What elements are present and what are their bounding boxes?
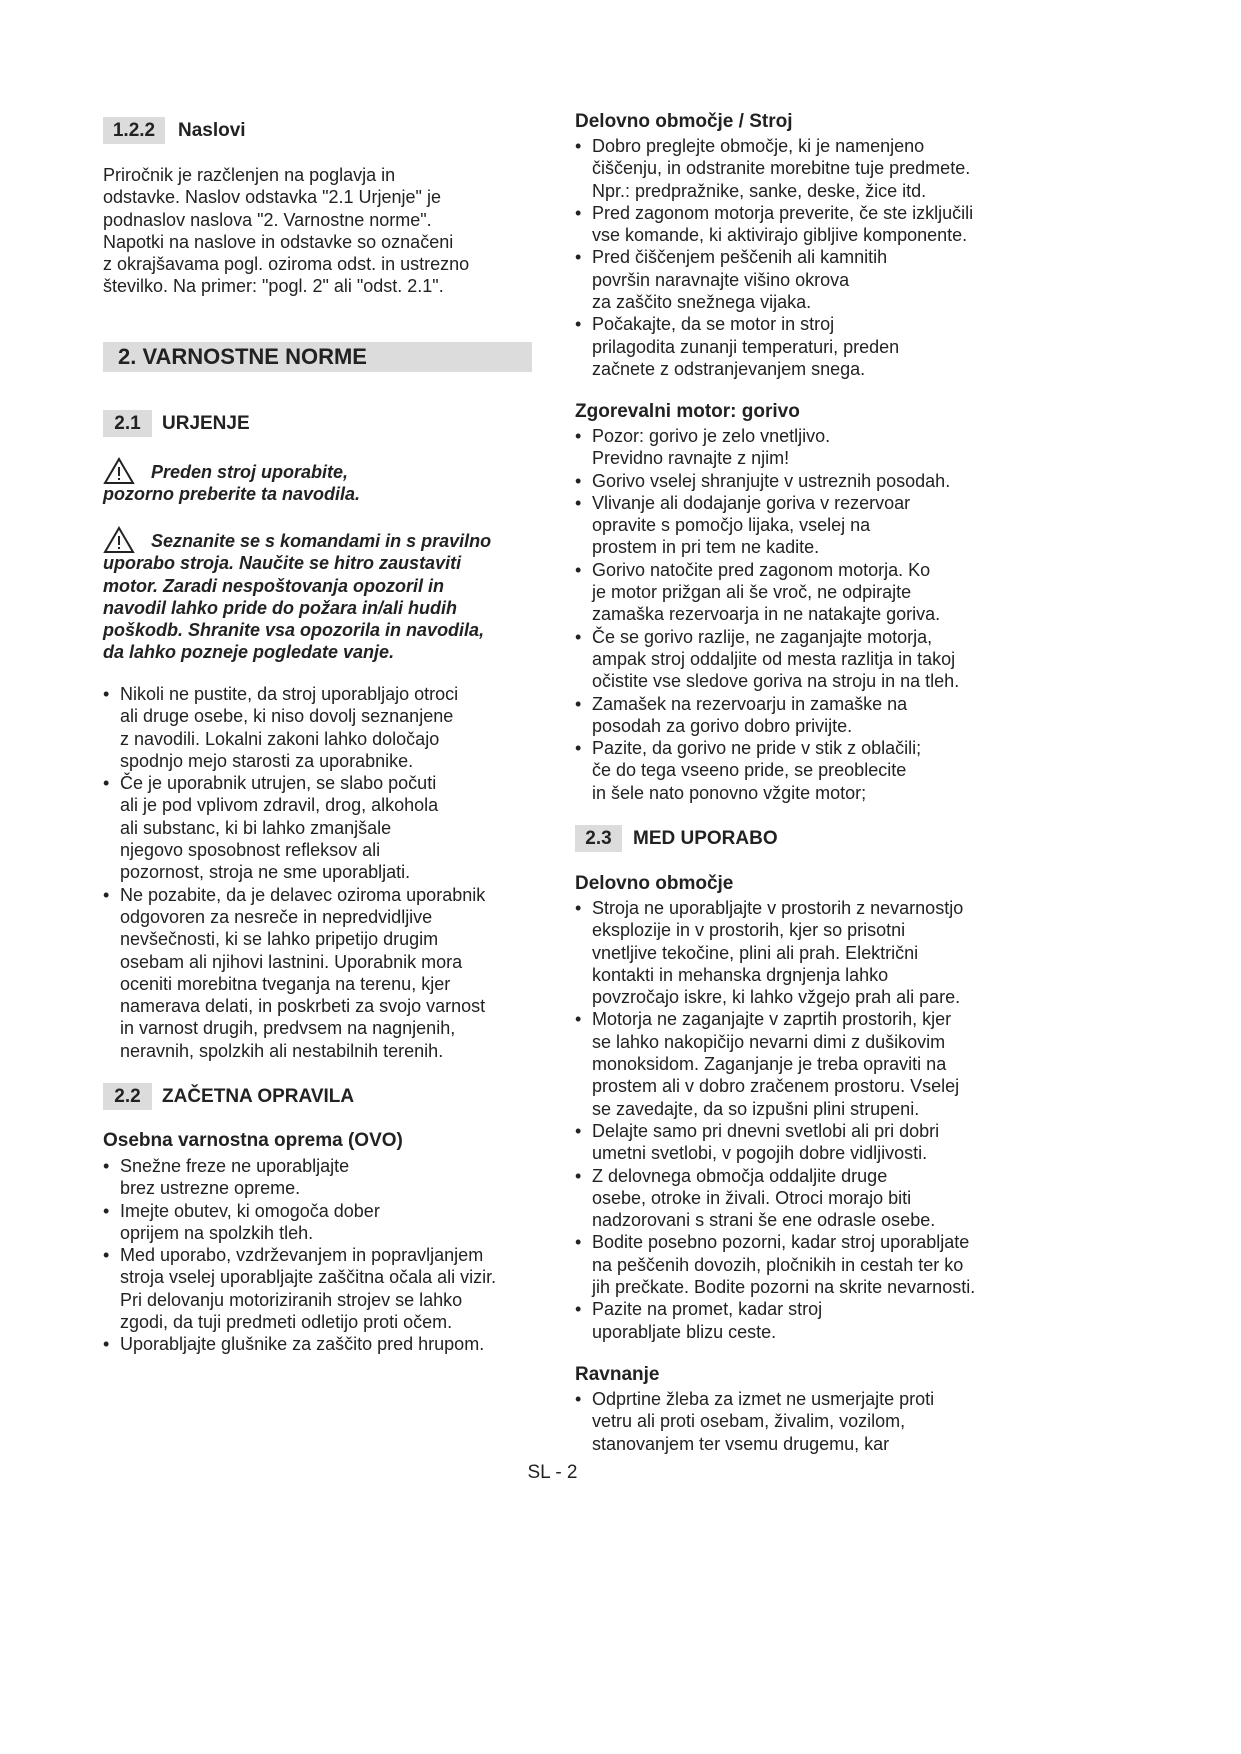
- section-title-zacetna-opravila: ZAČETNA OPRAVILA: [162, 1086, 355, 1107]
- work-area-machine-list: [575, 135, 1025, 380]
- work-area-machine-heading: Delovno območje / Stroj: [575, 111, 793, 132]
- bullet-icon: •: [575, 1165, 582, 1186]
- bullet-icon: •: [575, 693, 582, 714]
- list-item: [575, 737, 1025, 804]
- list-item: [575, 559, 1025, 626]
- text-line: ali substanc, ki bi lahko zmanjšale: [120, 817, 392, 838]
- text-line: se lahko nakopičijo nevarni dimi z dušikovim: [592, 1031, 946, 1052]
- text-line: Priročnik je razčlenjen na poglavja in: [103, 165, 396, 185]
- list-item: [575, 1298, 1025, 1343]
- text-line: osebam ali njihovi lastnini. Uporabnik mora: [120, 951, 463, 972]
- list-item: [575, 693, 1025, 738]
- bullet-icon: •: [575, 1009, 582, 1030]
- ppe-bullet-list: [103, 1155, 543, 1356]
- text-line: z navodili. Lokalni zakoni lahko določajo: [120, 728, 440, 749]
- list-item-text: [103, 772, 533, 883]
- text-line: Pred zagonom motorja preverite, če ste izključili: [592, 202, 974, 223]
- bullet-icon: •: [575, 559, 582, 580]
- text-line: Delajte samo pri dnevni svetlobi ali pri dobri: [592, 1120, 940, 1141]
- text-line: vetru ali proti osebam, živalim, vozilom,: [592, 1411, 906, 1432]
- list-item: [575, 1008, 1025, 1119]
- list-item: [575, 425, 1025, 470]
- warning-read-manual: [103, 461, 360, 506]
- list-item: [103, 1155, 543, 1200]
- text-line: jih prečkate. Bodite pozorni na skrite nevarnosti.: [592, 1277, 976, 1298]
- chapter-title: 2. VARNOSTNE NORME: [103, 342, 532, 372]
- list-item: [103, 772, 533, 883]
- text-line: namerava delati, in poskrbeti za svojo varnost: [120, 996, 486, 1017]
- text-line: Bodite posebno pozorni, kadar stroj uporabljate: [592, 1232, 970, 1253]
- handling-heading: Ravnanje: [575, 1364, 660, 1385]
- text-line: Če se gorivo razlije, ne zaganjajte motorja,: [592, 626, 933, 647]
- fuel-heading: Zgorevalni motor: gorivo: [575, 401, 800, 422]
- text-line: pozorno preberite ta navodila.: [103, 484, 361, 505]
- list-item-text: [103, 1155, 543, 1200]
- list-item-text: [575, 1388, 1025, 1455]
- text-line: prostem in pri tem ne kadite.: [592, 537, 820, 558]
- bullet-icon: •: [575, 314, 582, 335]
- text-line: začnete z odstranjevanjem snega.: [592, 358, 866, 379]
- bullet-icon: •: [575, 202, 582, 223]
- list-item: [575, 202, 1025, 247]
- text-line: Uporabljajte glušnike za zaščito pred hrupom.: [120, 1334, 485, 1355]
- training-bullet-list: [103, 683, 533, 1062]
- text-line: eksplozije in v prostorih, kjer so prisotni: [592, 920, 906, 941]
- bullet-icon: •: [575, 1232, 582, 1253]
- bullet-icon: •: [575, 738, 582, 759]
- text-line: uporabljate blizu ceste.: [592, 1321, 777, 1342]
- text-line: Vlivanje ali dodajanje goriva v rezervoar: [592, 492, 911, 513]
- section-number-2-2: 2.2: [103, 1083, 152, 1110]
- text-line: Pri delovanju motoriziranih strojev se lahko: [120, 1289, 463, 1310]
- text-line: podnaslov naslova "2. Varnostne norme".: [103, 209, 432, 230]
- bullet-icon: •: [575, 1389, 582, 1409]
- text-line: stroja vselej uporabljajte zaščitna očala ali vizir.: [120, 1267, 497, 1288]
- text-line: stanovanjem ter vsemu drugemu, kar: [592, 1433, 890, 1454]
- bullet-icon: •: [575, 1299, 582, 1320]
- text-line: Gorivo vselej shranjujte v ustreznih posodah.: [592, 470, 951, 491]
- text-line: da lahko pozneje pogledate vanje.: [103, 642, 395, 663]
- text-line: Motorja ne zaganjajte v zaprtih prostorih, kjer: [592, 1009, 952, 1030]
- list-item: [103, 884, 533, 1062]
- section-title-urjenje: URJENJE: [162, 413, 250, 434]
- fuel-list: [575, 425, 1025, 804]
- handling-list: [575, 1388, 1025, 1455]
- bullet-icon: •: [103, 1156, 110, 1176]
- text-line: osebe, otroke in živali. Otroci morajo biti: [592, 1187, 912, 1208]
- text-line: ali druge osebe, ki niso dovolj seznanjene: [120, 706, 454, 727]
- list-item-text: [575, 492, 1025, 559]
- text-line: Previdno ravnajte z njim!: [592, 448, 790, 469]
- warning-controls: [103, 530, 491, 664]
- list-item-text: [103, 1200, 543, 1245]
- list-item-text: [575, 1165, 1025, 1232]
- text-line: Zamašek na rezervoarju in zamaške na: [592, 693, 908, 714]
- list-item: [575, 897, 1025, 1008]
- text-line: ali je pod vplivom zdravil, drog, alkohola: [120, 795, 439, 816]
- text-line: navodil lahko pride do požara in/ali hudih: [103, 597, 458, 618]
- text-line: zamaška rezervoarja in ne natakajte goriva.: [592, 604, 941, 625]
- text-line: vnetljive tekočine, plini ali prah. Električni: [592, 942, 919, 963]
- list-item: [575, 1165, 1025, 1232]
- bullet-icon: •: [575, 470, 582, 491]
- text-line: Dobro preglejte območje, ki je namenjeno: [592, 136, 925, 156]
- bullet-icon: •: [575, 492, 582, 513]
- bullet-icon: •: [575, 626, 582, 647]
- list-item-text: [575, 1120, 1025, 1165]
- list-item-text: [103, 1333, 543, 1355]
- bullet-icon: •: [103, 684, 110, 704]
- list-item-text: [575, 737, 1025, 804]
- list-item-text: [575, 202, 1025, 247]
- text-line: za zaščito snežnega vijaka.: [592, 292, 812, 313]
- text-line: številko. Na primer: "pogl. 2" ali "odst. 2.1".: [103, 276, 444, 297]
- list-item: [575, 313, 1025, 380]
- bullet-icon: •: [103, 884, 110, 905]
- list-item: [575, 1231, 1025, 1298]
- text-line: oceniti morebitna tveganja na terenu, kjer: [120, 973, 451, 994]
- list-item-text: [575, 693, 1025, 738]
- work-area-heading: Delovno območje: [575, 873, 734, 894]
- text-line: Ne pozabite, da je delavec oziroma uporabnik: [120, 884, 486, 905]
- text-line: čiščenju, in odstranite morebitne tuje predmete.: [592, 158, 971, 179]
- list-item-text: [575, 1008, 1025, 1119]
- text-line: Preden stroj uporabite,: [151, 462, 349, 482]
- text-line: Počakajte, da se motor in stroj: [592, 314, 835, 335]
- text-line: Stroja ne uporabljajte v prostorih z nevarnostjo: [592, 898, 964, 918]
- list-item-text: [575, 313, 1025, 380]
- list-item: [575, 470, 1025, 492]
- text-line: Pred čiščenjem peščenih ali kamnitih: [592, 247, 888, 268]
- list-item: [575, 1120, 1025, 1165]
- text-line: Imejte obutev, ki omogoča dober: [120, 1200, 380, 1221]
- text-line: opravite s pomočjo lijaka, vselej na: [592, 515, 871, 536]
- list-item-text: [575, 1298, 1025, 1343]
- text-line: Nikoli ne pustite, da stroj uporabljajo otroci: [120, 684, 459, 704]
- text-line: Z delovnega območja oddaljite druge: [592, 1165, 888, 1186]
- text-line: neravnih, spolzkih ali nestabilnih terenih.: [120, 1040, 444, 1061]
- list-item: [575, 135, 1025, 202]
- list-item: [575, 626, 1025, 693]
- list-item-text: [575, 425, 1025, 470]
- text-line: Odprtine žleba za izmet ne usmerjajte proti: [592, 1389, 935, 1409]
- text-line: uporabo stroja. Naučite se hitro zaustaviti: [103, 553, 462, 574]
- text-line: nadzorovani s strani še ene odrasle osebe.: [592, 1210, 936, 1231]
- list-item-text: [575, 135, 1025, 202]
- bullet-icon: •: [575, 136, 582, 156]
- text-line: Napotki na naslove in odstavke so označeni: [103, 231, 454, 252]
- text-line: Med uporabo, vzdrževanjem in popravljanjem: [120, 1245, 484, 1266]
- text-line: pozornost, stroja ne sme uporabljati.: [120, 862, 411, 883]
- list-item-text: [575, 626, 1025, 693]
- bullet-icon: •: [103, 1334, 110, 1355]
- text-line: vse komande, ki aktivirajo gibljive komponente.: [592, 225, 968, 246]
- section-title-med-uporabo: MED UPORABO: [633, 828, 778, 849]
- section-number-1-2-2: 1.2.2: [103, 117, 165, 144]
- text-line: motor. Zaradi nespoštovanja opozoril in: [103, 575, 445, 596]
- text-line: posodah za gorivo dobro privijte.: [592, 715, 853, 736]
- bullet-icon: •: [103, 773, 110, 794]
- list-item: [103, 1333, 543, 1355]
- page-number: SL - 2: [527, 1462, 578, 1483]
- ppe-heading: Osebna varnostna oprema (OVO): [103, 1130, 403, 1151]
- list-item: [103, 1200, 543, 1245]
- section-title-naslovi: Naslovi: [178, 120, 246, 141]
- list-item-text: [575, 1231, 1025, 1298]
- list-item: [575, 1388, 1025, 1455]
- text-line: in šele nato ponovno vžgite motor;: [592, 782, 867, 803]
- text-line: je motor prižgan ali še vroč, ne odpirajte: [592, 582, 912, 603]
- text-line: zgodi, da tuji predmeti odletijo proti očem.: [120, 1312, 453, 1333]
- bullet-icon: •: [103, 1200, 110, 1221]
- text-line: njegovo sposobnost refleksov ali: [120, 840, 381, 861]
- text-line: odgovoren za nesreče in nepredvidljive: [120, 906, 433, 927]
- text-line: Če je uporabnik utrujen, se slabo počuti: [120, 773, 437, 794]
- text-line: oprijem na spolzkih tleh.: [120, 1222, 314, 1243]
- text-line: brez ustrezne opreme.: [120, 1178, 301, 1199]
- text-line: Pazite na promet, kadar stroj: [592, 1299, 823, 1320]
- text-line: z okrajšavama pogl. oziroma odst. in ustrezno: [103, 254, 470, 275]
- list-item-text: [103, 1244, 543, 1333]
- list-item-text: [103, 884, 533, 1062]
- list-item-text: [575, 897, 1025, 1008]
- bullet-icon: •: [575, 426, 582, 446]
- text-line: Npr.: predpražnike, sanke, deske, žice itd.: [592, 180, 927, 201]
- text-line: umetni svetlobi, v pogojih dobre vidljivosti.: [592, 1143, 928, 1164]
- work-area-list: [575, 897, 1025, 1343]
- text-line: Pazite, da gorivo ne pride v stik z oblačili;: [592, 738, 922, 759]
- list-item-text: [575, 246, 1025, 313]
- text-line: Snežne freze ne uporabljajte: [120, 1156, 350, 1176]
- text-line: Pozor: gorivo je zelo vnetljivo.: [592, 426, 831, 446]
- text-line: Gorivo natočite pred zagonom motorja. Ko: [592, 559, 931, 580]
- list-item: [103, 683, 533, 772]
- text-line: na peščenih dovozih, pločnikih in cestah ter ko: [592, 1254, 964, 1275]
- text-line: povzročajo iskre, ki lahko vžgejo prah ali pare.: [592, 987, 961, 1008]
- text-line: prostem ali v dobro zračenem prostoru. Vselej: [592, 1076, 960, 1097]
- text-line: Seznanite se s komandami in s pravilno: [151, 531, 492, 551]
- list-item-text: [575, 559, 1025, 626]
- intro-paragraph: [103, 164, 469, 298]
- section-number-2-3: 2.3: [575, 825, 622, 852]
- text-line: se zavedajte, da so izpušni plini strupeni.: [592, 1098, 920, 1119]
- bullet-icon: •: [575, 247, 582, 268]
- bullet-icon: •: [575, 898, 582, 918]
- text-line: poškodb. Shranite vsa opozorila in navodila,: [103, 620, 485, 641]
- text-line: odstavke. Naslov odstavka "2.1 Urjenje" je: [103, 187, 441, 208]
- text-line: spodnjo mejo starosti za uporabnike.: [120, 750, 414, 771]
- section-number-2-1: 2.1: [103, 410, 152, 437]
- list-item: [575, 246, 1025, 313]
- list-item: [575, 492, 1025, 559]
- text-line: monoksidom. Zaganjanje je treba opraviti na: [592, 1054, 947, 1075]
- text-line: in varnost drugih, predvsem na nagnjenih,: [120, 1018, 456, 1039]
- text-line: prilagodita zunanji temperaturi, preden: [592, 336, 900, 357]
- list-item: [103, 1244, 543, 1333]
- bullet-icon: •: [575, 1120, 582, 1141]
- list-item-text: [575, 470, 1025, 492]
- text-line: nevšečnosti, ki se lahko pripetijo drugim: [120, 929, 439, 950]
- text-line: če do tega vseeno pride, se preoblecite: [592, 760, 907, 781]
- bullet-icon: •: [103, 1245, 110, 1266]
- text-line: površin naravnajte višino okrova: [592, 269, 850, 290]
- text-line: kontakti in mehanska drgnjenja lahko: [592, 964, 889, 985]
- list-item-text: [103, 683, 533, 772]
- text-line: ampak stroj oddaljite od mesta razlitja in takoj: [592, 648, 956, 669]
- text-line: očistite vse sledove goriva na stroju in na tleh.: [592, 671, 960, 692]
